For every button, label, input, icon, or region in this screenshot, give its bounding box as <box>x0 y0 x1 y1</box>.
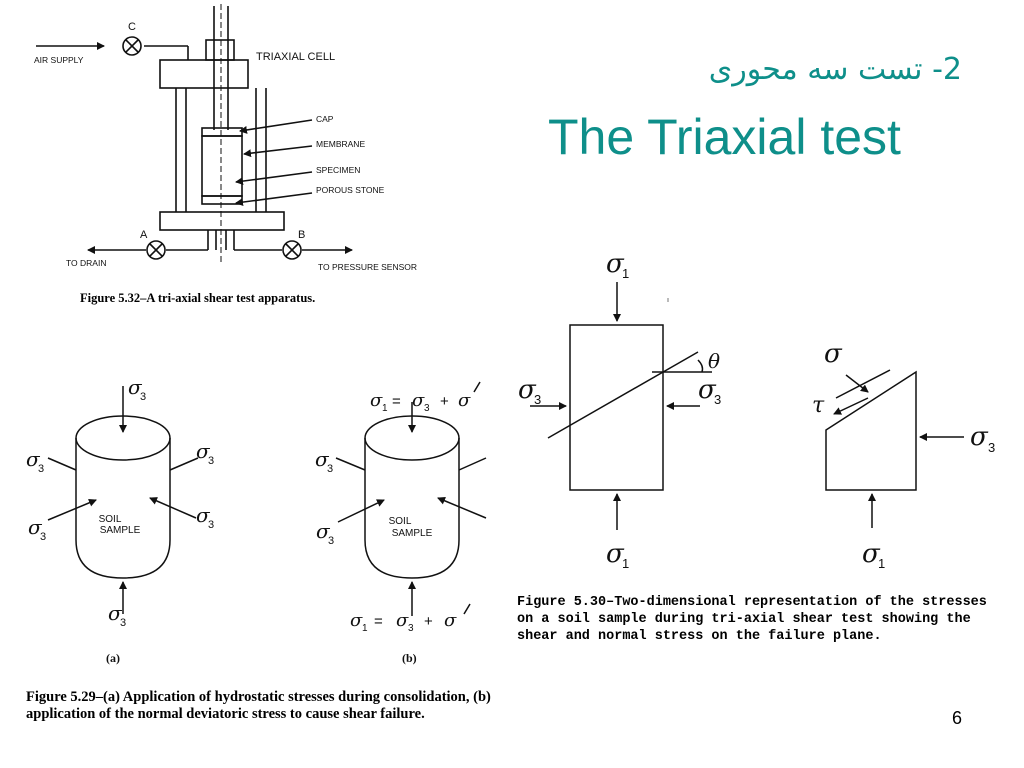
svg-text:1: 1 <box>622 266 630 281</box>
arrow-b-right <box>438 498 486 518</box>
svg-text:3: 3 <box>38 463 45 475</box>
svg-text:1: 1 <box>362 623 368 634</box>
sigma1-b-bottom: σ <box>350 610 363 631</box>
soil-sample-b-label-1: SOIL <box>388 516 412 527</box>
porous-stone-label: POROUS STONE <box>316 185 385 195</box>
specimen-cap <box>202 128 242 136</box>
figure-529b <box>336 382 486 616</box>
svg-text:=: = <box>392 393 401 410</box>
svg-text:3: 3 <box>208 519 215 531</box>
stress-element <box>570 325 663 490</box>
wedge-element <box>826 372 916 490</box>
figure-529-caption: Figure 5.29–(a) Application of hydrostatic stresses during consolidation, (b) application of the normal deviatoric stress to cause shear failure. <box>26 689 491 722</box>
svg-text:σ: σ <box>396 610 409 631</box>
sigma3-a-lowleft: σ <box>28 515 42 539</box>
sigma3-a-right: σ <box>196 439 210 463</box>
svg-text:3: 3 <box>534 392 542 407</box>
svg-text:3: 3 <box>208 455 215 467</box>
svg-text:+: + <box>440 393 449 410</box>
page-number: 6 <box>952 708 963 728</box>
to-pressure-sensor-label: TO PRESSURE SENSOR <box>318 262 418 272</box>
figure-530-caption: Figure 5.30–Two-dimensional representation of the stresses on a soil sample during tri-axial shear test showing the shear and normal stress on the failure plane. <box>517 595 987 644</box>
lead-a-right-top <box>170 458 198 470</box>
sigma3-b-left: σ <box>315 447 329 471</box>
slide-title-english: The Triaxial test <box>548 109 901 165</box>
svg-text:3: 3 <box>327 463 334 475</box>
figure-530 <box>530 282 964 530</box>
lead-b-right-top <box>459 458 486 470</box>
svg-text:3: 3 <box>140 391 147 403</box>
cell-base-plate <box>160 212 284 230</box>
svg-text:1: 1 <box>382 403 388 414</box>
air-supply-label: AIR SUPPLY <box>34 55 84 65</box>
svg-text:3: 3 <box>714 392 722 407</box>
soil-sample-a-label-1: SOIL <box>98 514 122 525</box>
sigma3-a-bottom: σ <box>108 601 122 625</box>
sigma3-right: σ <box>698 375 716 405</box>
lead-a-left-top <box>48 458 76 470</box>
panel-a-label: (a) <box>106 651 120 665</box>
to-drain-label: TO DRAIN <box>66 258 107 268</box>
triaxial-cell-label: TRIAXIAL CELL <box>256 51 336 63</box>
sigma3-left: σ <box>518 375 536 405</box>
specimen-label: SPECIMEN <box>316 165 361 175</box>
soil-sample-a-label-2: SAMPLE <box>99 525 141 536</box>
apostrophe-bottom <box>464 604 470 614</box>
arrow-b-left <box>338 500 384 522</box>
specimen <box>202 136 242 196</box>
sample-a-bottom <box>76 540 170 578</box>
arrow-a-right <box>150 498 196 518</box>
panel-b-label: (b) <box>402 651 417 665</box>
sigma3-a-left: σ <box>26 447 40 471</box>
valve-b-label: B <box>298 229 306 241</box>
valve-c-label: C <box>128 21 136 33</box>
figure-529a <box>48 386 198 614</box>
svg-text:σ: σ <box>412 390 425 411</box>
figure-532-caption: Figure 5.32–A tri-axial shear test apparatus. <box>80 291 316 305</box>
svg-text:3: 3 <box>120 617 127 629</box>
sigma1-wedge-label: σ <box>862 539 880 569</box>
piston-guide <box>206 40 234 60</box>
svg-text:=: = <box>374 613 383 630</box>
svg-text:1: 1 <box>622 556 630 571</box>
sample-b-bottom <box>365 540 459 578</box>
svg-text:3: 3 <box>988 440 996 455</box>
apostrophe-top <box>474 382 480 392</box>
membrane-label: MEMBRANE <box>316 139 366 149</box>
triaxial-apparatus <box>36 4 352 262</box>
svg-text:3: 3 <box>40 531 47 543</box>
cell-top-plate <box>160 60 248 88</box>
svg-text:σ: σ <box>444 610 457 631</box>
svg-text:+: + <box>424 613 433 630</box>
tau-label: τ <box>812 393 825 418</box>
lead-b-left-top <box>336 458 365 470</box>
svg-text:σ: σ <box>458 390 471 411</box>
svg-text:3: 3 <box>328 535 335 547</box>
soil-sample-b-label-2: SAMPLE <box>391 528 433 539</box>
sigma1-top: σ <box>606 249 624 279</box>
sigma3-wedge-label: σ <box>970 422 988 452</box>
sigma1-b-top: σ <box>370 390 383 411</box>
slide-title-persian: 2- تست سه محوری <box>708 52 962 87</box>
cap-label: CAP <box>316 114 334 124</box>
arrow-a-left <box>48 500 96 520</box>
sigma3-a-lowright: σ <box>196 503 210 527</box>
sigma3-b-lowleft: σ <box>316 519 330 543</box>
valve-a-label: A <box>140 229 148 241</box>
svg-text:3: 3 <box>408 623 414 634</box>
svg-text:3: 3 <box>424 403 430 414</box>
sigma1-bottom: σ <box>606 539 624 569</box>
sigma-normal-label: σ <box>824 339 842 369</box>
sigma3-a-top: σ <box>128 375 142 399</box>
theta-arc <box>698 360 703 372</box>
svg-text:1: 1 <box>878 556 886 571</box>
theta-label: θ <box>708 349 721 373</box>
